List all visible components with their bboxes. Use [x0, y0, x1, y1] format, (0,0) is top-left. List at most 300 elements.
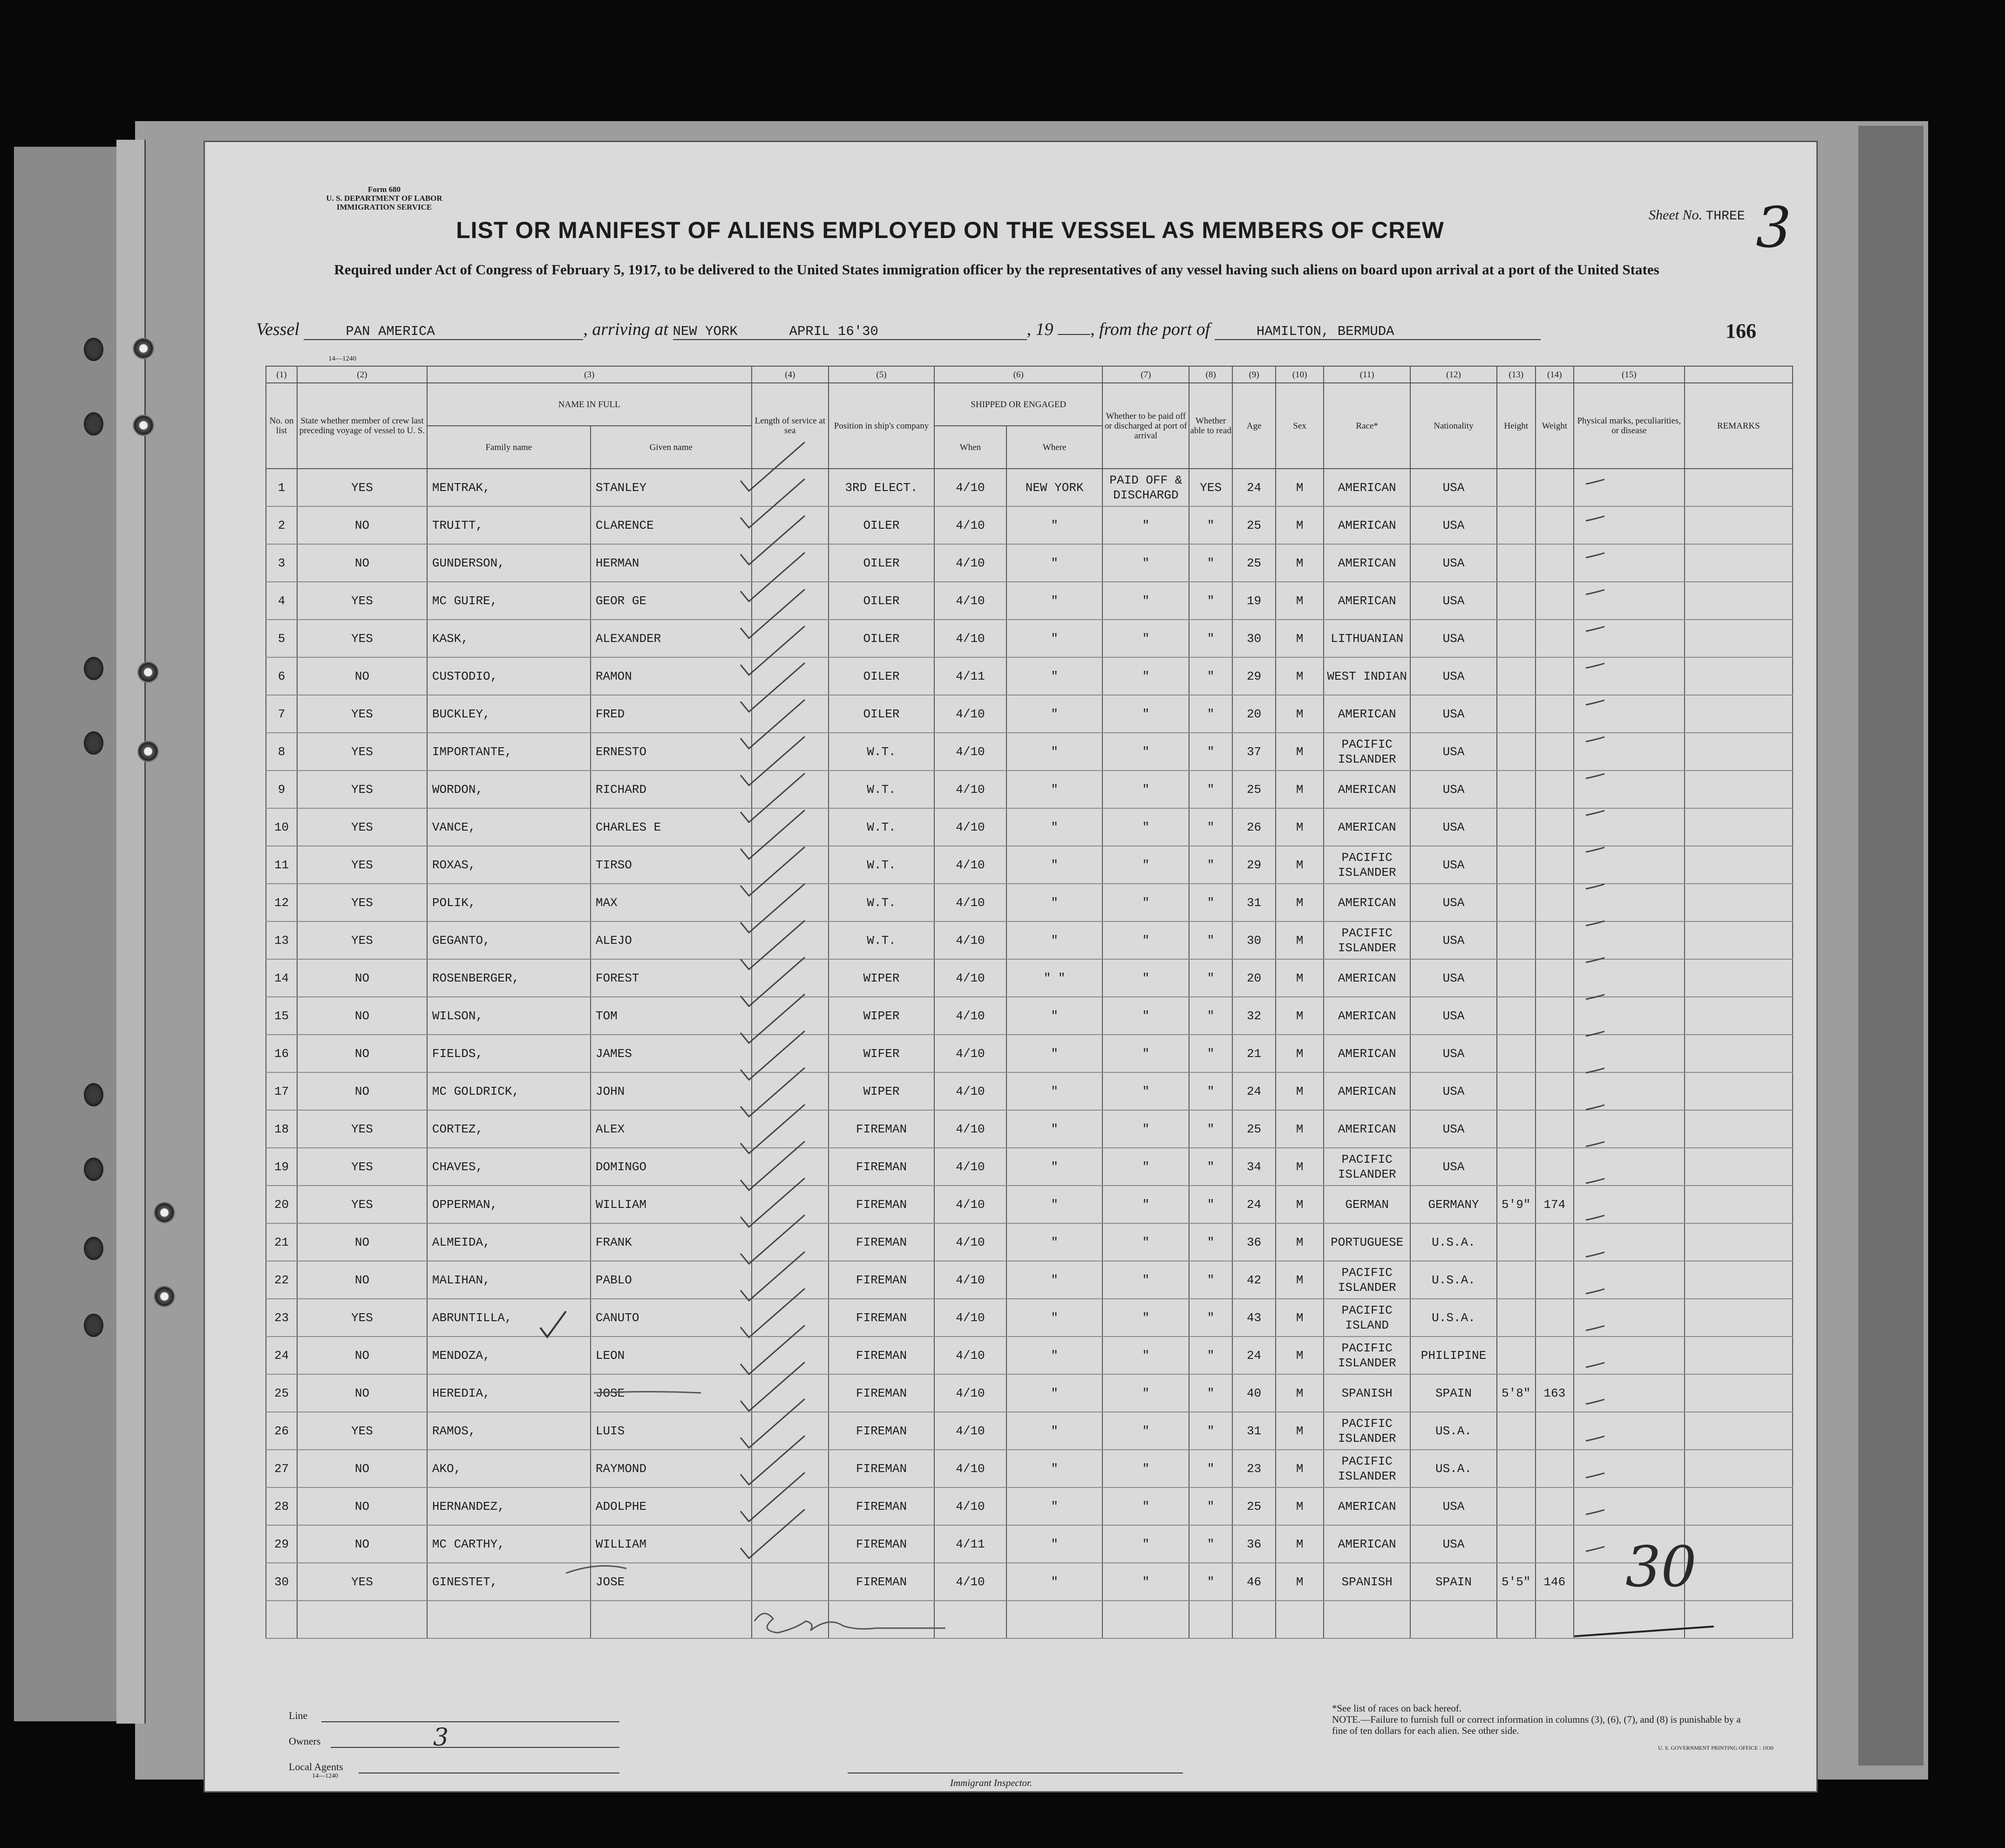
cell-length-of-service: [752, 582, 829, 620]
cell-remarks: [1685, 846, 1793, 884]
cell-given-name: CANUTO: [591, 1299, 752, 1337]
cell-shipped-where: ": [1006, 1299, 1102, 1337]
cell-race: PACIFIC ISLANDER: [1324, 1337, 1410, 1374]
races-note: *See list of races on back hereof.: [1332, 1703, 1462, 1714]
cell-able-to-read: ": [1189, 1186, 1232, 1223]
cell-sex: M: [1276, 1261, 1324, 1299]
cell-age: 46: [1232, 1563, 1276, 1601]
table-row: [266, 846, 1793, 884]
cell-race: AMERICAN: [1324, 1525, 1410, 1563]
cell-nationality: SPAIN: [1410, 1563, 1497, 1601]
cell-able-to-read: ": [1189, 959, 1232, 997]
cell-race: PACIFIC ISLANDER: [1324, 733, 1410, 771]
cell-given-name: LUIS: [591, 1412, 752, 1450]
cell-shipped-when: 4/10: [934, 1337, 1006, 1374]
cell-sex: M: [1276, 1525, 1324, 1563]
cell-row-number: 2: [266, 506, 297, 544]
cell-position: OILER: [829, 506, 934, 544]
cell-weight: [1536, 884, 1574, 921]
cell-shipped-when: 4/10: [934, 808, 1006, 846]
cell-sex: M: [1276, 1299, 1324, 1337]
cell-remarks: [1685, 1072, 1793, 1110]
owners-handwritten: 3: [433, 1724, 449, 1752]
cell-age: 26: [1232, 808, 1276, 846]
binder-ring-icon: [137, 661, 159, 683]
cell-family-name: WORDON,: [427, 771, 591, 808]
cell-physical-marks: [1574, 1035, 1684, 1072]
cell-nationality: USA: [1410, 1487, 1497, 1525]
cell-paid-off: ": [1102, 1186, 1189, 1223]
cell-previous-voyage: NO: [297, 544, 427, 582]
arriving-label: , arriving at: [583, 320, 668, 339]
cell-length-of-service: [752, 1374, 829, 1412]
cell-height: [1497, 1035, 1536, 1072]
cell-shipped-where: ": [1006, 695, 1102, 733]
table-row: [266, 1299, 1793, 1337]
cell-height: 5'8": [1497, 1374, 1536, 1412]
cell-age: 32: [1232, 997, 1276, 1035]
cell-position: WIFER: [829, 1035, 934, 1072]
cell-physical-marks: [1574, 695, 1684, 733]
cell-height: [1497, 808, 1536, 846]
cell-length-of-service: [752, 1261, 829, 1299]
cell-row-number: 26: [266, 1412, 297, 1450]
cell-sex: M: [1276, 1563, 1324, 1601]
cell-able-to-read: ": [1189, 1374, 1232, 1412]
cell-shipped-where: ": [1006, 1525, 1102, 1563]
table-row: [266, 1412, 1793, 1450]
cell-position: OILER: [829, 544, 934, 582]
table-row: [266, 884, 1793, 921]
cell-shipped-when: 4/10: [934, 1487, 1006, 1525]
cell-shipped-where: ": [1006, 771, 1102, 808]
cell-weight: [1536, 1450, 1574, 1487]
cell-race: AMERICAN: [1324, 959, 1410, 997]
cell-sex: M: [1276, 1186, 1324, 1223]
cell-shipped-when: 4/10: [934, 733, 1006, 771]
header-no-on-list: No. on list: [266, 383, 297, 469]
cell-previous-voyage: NO: [297, 1035, 427, 1072]
header-position: Position in ship's company: [829, 383, 934, 469]
table-row: [266, 695, 1793, 733]
cell-remarks: [1685, 1035, 1793, 1072]
cell-able-to-read: ": [1189, 544, 1232, 582]
cell-previous-voyage: YES: [297, 884, 427, 921]
cell-shipped-where: ": [1006, 1186, 1102, 1223]
table-row: [266, 1148, 1793, 1186]
cell-sex: M: [1276, 1450, 1324, 1487]
cell-nationality: USA: [1410, 921, 1497, 959]
cell-family-name: MENTRAK,: [427, 469, 591, 506]
cell-remarks: [1685, 695, 1793, 733]
cell-age: 25: [1232, 544, 1276, 582]
cell-physical-marks: [1574, 506, 1684, 544]
stamped-number: 166: [1726, 320, 1756, 342]
cell-position: WIPER: [829, 959, 934, 997]
header-race: Race*: [1324, 383, 1410, 469]
cell-able-to-read: ": [1189, 1487, 1232, 1525]
header-previous-voyage: State whether member of crew last preceding voyage of vessel to U. S.: [297, 383, 427, 469]
cell-nationality: USA: [1410, 544, 1497, 582]
cell-given-name: FRANK: [591, 1223, 752, 1261]
cell-height: [1497, 657, 1536, 695]
cell-remarks: [1685, 657, 1793, 695]
cell-nationality: USA: [1410, 733, 1497, 771]
cell-sex: M: [1276, 620, 1324, 657]
cell-remarks: [1685, 921, 1793, 959]
cell-height: [1497, 771, 1536, 808]
cell-row-number: 4: [266, 582, 297, 620]
cell-weight: [1536, 1110, 1574, 1148]
cell-previous-voyage: YES: [297, 733, 427, 771]
cell-age: 20: [1232, 695, 1276, 733]
cell-length-of-service: [752, 695, 829, 733]
cell-height: [1497, 1525, 1536, 1563]
vessel-label: Vessel: [256, 320, 299, 339]
cell-given-name: ERNESTO: [591, 733, 752, 771]
cell-able-to-read: ": [1189, 1563, 1232, 1601]
cell-length-of-service: [752, 1412, 829, 1450]
cell-row-number: 13: [266, 921, 297, 959]
cell-able-to-read: ": [1189, 846, 1232, 884]
paid-off-note: PAID OFF &: [1109, 473, 1183, 487]
cell-able-to-read: ": [1189, 620, 1232, 657]
cell-position: FIREMAN: [829, 1412, 934, 1450]
cell-shipped-when: 4/10: [934, 997, 1006, 1035]
cell-weight: [1536, 1148, 1574, 1186]
cell-previous-voyage: YES: [297, 1186, 427, 1223]
cell-race: AMERICAN: [1324, 544, 1410, 582]
cell-previous-voyage: YES: [297, 771, 427, 808]
form-code: 14—1240: [328, 355, 356, 362]
punch-hole: [84, 1158, 103, 1181]
cell-physical-marks: [1574, 1072, 1684, 1110]
cell-shipped-when: 4/10: [934, 1186, 1006, 1223]
cell-race: AMERICAN: [1324, 582, 1410, 620]
cell-sex: M: [1276, 695, 1324, 733]
header-family-name: Family name: [427, 426, 591, 469]
cell-shipped-where: ": [1006, 506, 1102, 544]
cell-position: W.T.: [829, 808, 934, 846]
cell-race: AMERICAN: [1324, 808, 1410, 846]
cell-height: [1497, 921, 1536, 959]
table-row: [266, 997, 1793, 1035]
cell-able-to-read: ": [1189, 733, 1232, 771]
cell-length-of-service: [752, 1450, 829, 1487]
cell-paid-off: ": [1102, 544, 1189, 582]
cell-remarks: [1685, 1148, 1793, 1186]
header-able-to-read: Whether able to read: [1189, 383, 1232, 469]
cell-length-of-service: [752, 657, 829, 695]
table-row: [266, 506, 1793, 544]
cell-length-of-service: [752, 1186, 829, 1223]
cell-given-name: RAYMOND: [591, 1450, 752, 1487]
cell-length-of-service: [752, 959, 829, 997]
page-title: LIST OR MANIFEST OF ALIENS EMPLOYED ON THE VESSEL AS MEMBERS OF CREW: [456, 217, 1444, 243]
cell-nationality: GERMANY: [1410, 1186, 1497, 1223]
cell-height: 5'9": [1497, 1186, 1536, 1223]
cell-shipped-when: 4/10: [934, 620, 1006, 657]
cell-remarks: [1685, 469, 1793, 506]
cell-sex: M: [1276, 808, 1324, 846]
cell-paid-off: ": [1102, 1261, 1189, 1299]
cell-sex: M: [1276, 959, 1324, 997]
cell-row-number: 10: [266, 808, 297, 846]
cell-sex: M: [1276, 733, 1324, 771]
crew-manifest-table: [265, 366, 1793, 1639]
cell-previous-voyage: NO: [297, 959, 427, 997]
cell-family-name: TRUITT,: [427, 506, 591, 544]
cell-age: 24: [1232, 1186, 1276, 1223]
cell-length-of-service: [752, 846, 829, 884]
cell-family-name: RAMOS,: [427, 1412, 591, 1450]
cell-shipped-when: 4/10: [934, 1148, 1006, 1186]
cell-paid-off: ": [1102, 620, 1189, 657]
cell-shipped-when: 4/10: [934, 1299, 1006, 1337]
cell-shipped-when: 4/10: [934, 846, 1006, 884]
cell-nationality: USA: [1410, 808, 1497, 846]
cell-row-number: 23: [266, 1299, 297, 1337]
cell-able-to-read: ": [1189, 884, 1232, 921]
cell-shipped-when: 4/10: [934, 544, 1006, 582]
cell-height: [1497, 959, 1536, 997]
cell-row-number: 14: [266, 959, 297, 997]
year-label: , 19: [1026, 320, 1053, 339]
cell-length-of-service: [752, 1148, 829, 1186]
table-row: [266, 733, 1793, 771]
line-field: [321, 1721, 619, 1722]
cell-weight: [1536, 733, 1574, 771]
cell-remarks: [1685, 884, 1793, 921]
cell-paid-off: ": [1102, 1412, 1189, 1450]
punch-hole: [84, 412, 103, 436]
cell-shipped-where: ": [1006, 884, 1102, 921]
paid-off-value: DISCHARGD: [1113, 488, 1179, 502]
cell-race: PACIFIC ISLANDER: [1324, 1450, 1410, 1487]
cell-race: AMERICAN: [1324, 695, 1410, 733]
cell-previous-voyage: NO: [297, 1487, 427, 1525]
vessel-name: PAN AMERICA: [304, 324, 583, 340]
cell-race: PORTUGUESE: [1324, 1223, 1410, 1261]
cell-able-to-read: ": [1189, 771, 1232, 808]
cell-sex: M: [1276, 1072, 1324, 1110]
arriving-at: NEW YORK: [673, 324, 789, 340]
cell-weight: [1536, 1261, 1574, 1299]
cell-age: 29: [1232, 846, 1276, 884]
cell-previous-voyage: NO: [297, 997, 427, 1035]
cell-height: [1497, 544, 1536, 582]
cell-given-name: ALEJO: [591, 921, 752, 959]
cell-able-to-read: ": [1189, 506, 1232, 544]
cell-position: OILER: [829, 695, 934, 733]
arrival-date: APRIL 16'30: [789, 324, 1027, 340]
cell-able-to-read: ": [1189, 1337, 1232, 1374]
cell-nationality: USA: [1410, 1525, 1497, 1563]
cell-height: [1497, 469, 1536, 506]
cell-position: FIREMAN: [829, 1563, 934, 1601]
table-row: [266, 1450, 1793, 1487]
cell-sex: M: [1276, 846, 1324, 884]
cell-shipped-where: ": [1006, 846, 1102, 884]
header-when: When: [934, 426, 1006, 469]
cell-shipped-where: ": [1006, 1563, 1102, 1601]
cell-given-name: JOSE: [591, 1374, 752, 1412]
cell-shipped-where: ": [1006, 544, 1102, 582]
cell-remarks: [1685, 544, 1793, 582]
cell-family-name: GINESTET,: [427, 1563, 591, 1601]
underlying-sheet-right-edge: [1858, 126, 1923, 1766]
cell-age: 37: [1232, 733, 1276, 771]
cell-previous-voyage: NO: [297, 1374, 427, 1412]
cell-sex: M: [1276, 997, 1324, 1035]
cell-remarks: [1685, 1186, 1793, 1223]
cell-able-to-read: ": [1189, 921, 1232, 959]
cell-row-number: 20: [266, 1186, 297, 1223]
cell-nationality: USA: [1410, 620, 1497, 657]
cell-previous-voyage: YES: [297, 469, 427, 506]
cell-previous-voyage: NO: [297, 1072, 427, 1110]
cell-row-number: 18: [266, 1110, 297, 1148]
cell-age: 29: [1232, 657, 1276, 695]
cell-paid-off: ": [1102, 1374, 1189, 1412]
column-header-row: [266, 383, 1793, 426]
table-row: [266, 582, 1793, 620]
cell-physical-marks: [1574, 846, 1684, 884]
cell-weight: [1536, 997, 1574, 1035]
table-row: [266, 1072, 1793, 1110]
cell-shipped-where: ": [1006, 1072, 1102, 1110]
cell-previous-voyage: YES: [297, 582, 427, 620]
header-name-in-full: NAME IN FULL: [427, 383, 752, 426]
sheet-number-label: Sheet No.: [1649, 207, 1702, 223]
cell-given-name: PABLO: [591, 1261, 752, 1299]
cell-paid-off: ": [1102, 1110, 1189, 1148]
cell-given-name: FRED: [591, 695, 752, 733]
local-agents-code: 14—1240: [312, 1773, 338, 1780]
cell-nationality: USA: [1410, 771, 1497, 808]
cell-height: [1497, 1412, 1536, 1450]
cell-row-number: 9: [266, 771, 297, 808]
cell-able-to-read: ": [1189, 997, 1232, 1035]
cell-shipped-when: 4/10: [934, 884, 1006, 921]
cell-height: [1497, 1487, 1536, 1525]
punch-hole: [84, 338, 103, 361]
cell-weight: [1536, 1337, 1574, 1374]
cell-able-to-read: ": [1189, 1072, 1232, 1110]
cell-sex: M: [1276, 1337, 1324, 1374]
cell-race: SPANISH: [1324, 1563, 1410, 1601]
cell-physical-marks: [1574, 1487, 1684, 1525]
cell-shipped-where: ": [1006, 620, 1102, 657]
cell-position: FIREMAN: [829, 1186, 934, 1223]
cell-physical-marks: [1574, 1412, 1684, 1450]
header-remarks: REMARKS: [1685, 383, 1793, 469]
cell-sex: M: [1276, 469, 1324, 506]
cell-remarks: [1685, 1563, 1793, 1601]
cell-race: GERMAN: [1324, 1186, 1410, 1223]
cell-position: OILER: [829, 582, 934, 620]
cell-position: FIREMAN: [829, 1148, 934, 1186]
cell-age: 31: [1232, 884, 1276, 921]
cell-given-name: RICHARD: [591, 771, 752, 808]
cell-age: 24: [1232, 1337, 1276, 1374]
cell-family-name: HEREDIA,: [427, 1374, 591, 1412]
table-row: [266, 1261, 1793, 1299]
table-row: [266, 1525, 1793, 1563]
cell-nationality: U.S.A.: [1410, 1261, 1497, 1299]
cell-paid-off: ": [1102, 1450, 1189, 1487]
cell-length-of-service: [752, 1072, 829, 1110]
cell-paid-off: ": [1102, 959, 1189, 997]
cell-race: AMERICAN: [1324, 1072, 1410, 1110]
cell-shipped-where: ": [1006, 997, 1102, 1035]
cell-family-name: CUSTODIO,: [427, 657, 591, 695]
cell-shipped-where: ": [1006, 1337, 1102, 1374]
cell-row-number: 7: [266, 695, 297, 733]
header-paid-off: Whether to be paid off or discharged at port of arrival: [1102, 383, 1189, 469]
cell-remarks: [1685, 582, 1793, 620]
cell-sex: M: [1276, 1035, 1324, 1072]
cell-family-name: VANCE,: [427, 808, 591, 846]
form-number: Form 680: [367, 185, 401, 194]
cell-paid-off: ": [1102, 695, 1189, 733]
cell-sex: M: [1276, 1374, 1324, 1412]
cell-sex: M: [1276, 1223, 1324, 1261]
cell-weight: [1536, 620, 1574, 657]
table-row: [266, 771, 1793, 808]
cell-shipped-where: ": [1006, 657, 1102, 695]
table-row: [266, 1374, 1793, 1412]
cell-height: [1497, 846, 1536, 884]
cell-age: 25: [1232, 1110, 1276, 1148]
cell-paid-off: ": [1102, 1035, 1189, 1072]
cell-physical-marks: [1574, 1337, 1684, 1374]
cell-paid-off: ": [1102, 506, 1189, 544]
cell-previous-voyage: YES: [297, 1563, 427, 1601]
cell-given-name: JOHN: [591, 1072, 752, 1110]
cell-weight: [1536, 506, 1574, 544]
punch-hole: [84, 1237, 103, 1260]
cell-previous-voyage: YES: [297, 808, 427, 846]
table-row: [266, 1035, 1793, 1072]
cell-weight: [1536, 1072, 1574, 1110]
cell-row-number: 25: [266, 1374, 297, 1412]
cell-nationality: SPAIN: [1410, 1374, 1497, 1412]
cell-nationality: US.A.: [1410, 1450, 1497, 1487]
footer-note: [1332, 1703, 1751, 1736]
owners-field: [331, 1747, 619, 1748]
cell-height: 5'5": [1497, 1563, 1536, 1601]
cell-weight: [1536, 1299, 1574, 1337]
department: U. S. DEPARTMENT OF LABOR: [326, 194, 442, 203]
cell-given-name: MAX: [591, 884, 752, 921]
cell-race: PACIFIC ISLANDER: [1324, 1148, 1410, 1186]
cell-given-name: CLARENCE: [591, 506, 752, 544]
cell-given-name: ALEXANDER: [591, 620, 752, 657]
cell-given-name: DOMINGO: [591, 1148, 752, 1186]
cell-row-number: 17: [266, 1072, 297, 1110]
cell-physical-marks: [1574, 771, 1684, 808]
cell-family-name: ROXAS,: [427, 846, 591, 884]
cell-weight: [1536, 1525, 1574, 1563]
cell-age: 43: [1232, 1299, 1276, 1337]
cell-weight: 174: [1536, 1186, 1574, 1223]
cell-weight: [1536, 1035, 1574, 1072]
cell-nationality: USA: [1410, 582, 1497, 620]
cell-given-name: WILLIAM: [591, 1525, 752, 1563]
header-weight: Weight: [1536, 383, 1574, 469]
cell-family-name: OPPERMAN,: [427, 1186, 591, 1223]
